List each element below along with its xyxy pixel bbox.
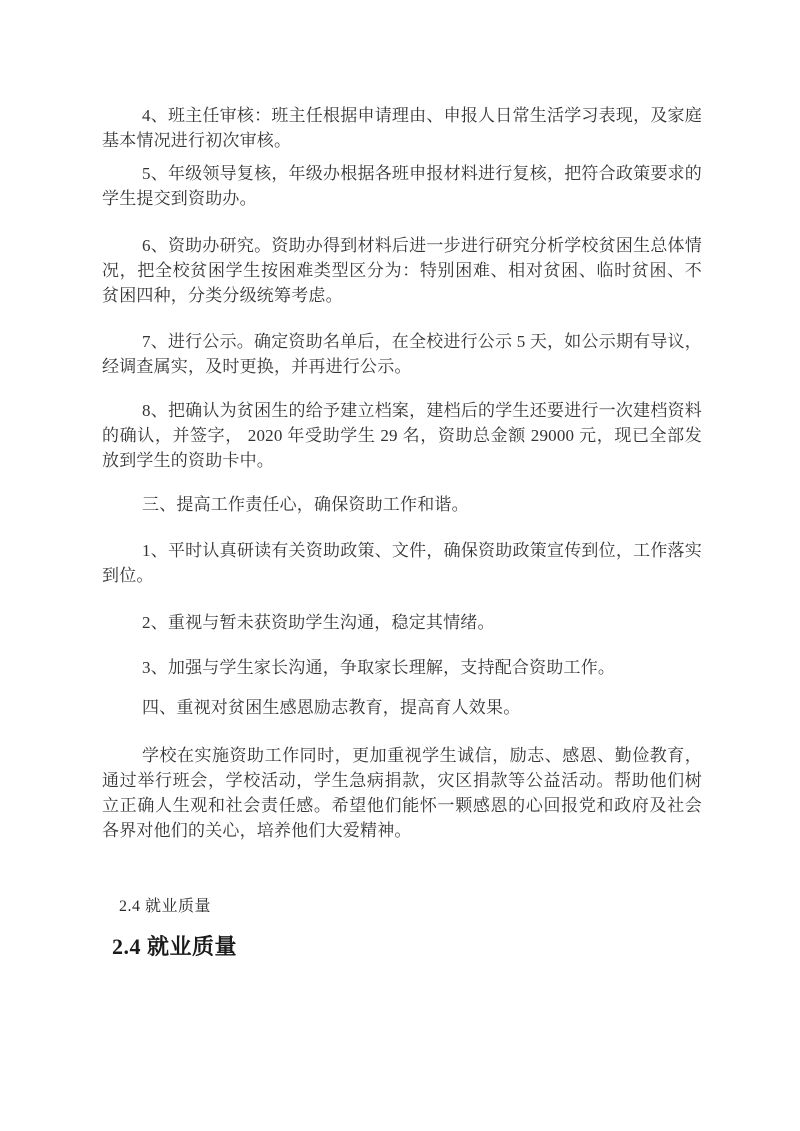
section-three-title: 三、提高工作责任心，确保资助工作和谐。 xyxy=(142,495,469,514)
paragraph-point-2: 2、重视与暂未获资助学生沟通，稳定其情绪。 xyxy=(142,613,495,632)
paragraph-closing: 学校在实施资助工作同时，更加重视学生诚信，励志、感恩、勤俭教育，通过举行班会，学校活动，学生急病捐款，灾区捐款等公益活动。帮助他们树立正确人生观和社会责任感。希望他们能怀一颗感恩的心回报党和政府及社会各界对他们的关心，培养他们大爱精神。 xyxy=(102,746,702,840)
paragraph-point-1: 1、平时认真研读有关资助政策、文件，确保资助政策宣传到位，工作落实到位。 xyxy=(102,541,702,585)
paragraph-step-6: 6、资助办研究。资助办得到材料后进一步进行研究分析学校贫困生总体情况，把全校贫困学生按困难类型区分为：特别困难、相对贫困、临时贫困、不贫困四种，分类分级统筹考虑。 xyxy=(102,236,702,305)
paragraph-point-3: 3、加强与学生家长沟通，争取家长理解，支持配合资助工作。 xyxy=(142,658,616,677)
paragraph-step-4: 4、班主任审核：班主任根据申请理由、申报人日常生活学习表现，及家庭基本情况进行初次审核。 xyxy=(102,106,702,150)
paragraph-step-7: 7、进行公示。确定资助名单后，在全校进行公示 5 天，如公示期有导议，经调查属实，及时更换，并再进行公示。 xyxy=(102,332,702,376)
section-four-title: 四、重视对贫困生感恩励志教育，提高育人效果。 xyxy=(142,698,521,717)
paragraph-step-8: 8、把确认为贫困生的给予建立档案，建档后的学生还要进行一次建档资料的确认，并签字， 2020 年受助学生 29 名，资助总金额 29000 元，现已全部发放到学生的资助卡中。 xyxy=(102,401,702,470)
subsection-heading-large: 2.4 就业质量 xyxy=(112,934,238,959)
subsection-heading-small: 2.4 就业质量 xyxy=(119,898,212,915)
paragraph-step-5: 5、年级领导复核，年级办根据各班申报材料进行复核，把符合政策要求的学生提交到资助办。 xyxy=(102,164,702,208)
